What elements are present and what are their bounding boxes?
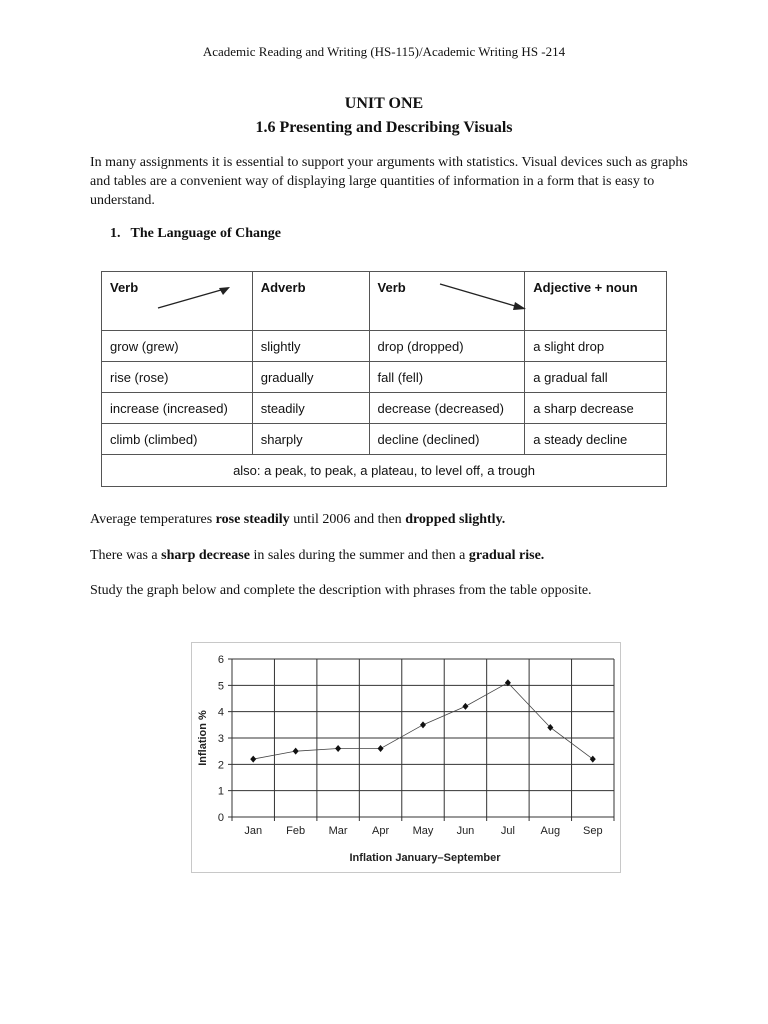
table-cell: a steady decline [525, 424, 667, 455]
table-cell: a slight drop [525, 331, 667, 362]
table-row [102, 331, 667, 362]
x-tick-label: Aug [540, 825, 561, 837]
instruction-sentence: Study the graph below and complete the description with phrases from the table opposite. [90, 583, 592, 598]
table-cell: steadily [252, 393, 369, 424]
data-point [293, 748, 299, 755]
table-cell: increase (increased) [102, 393, 253, 424]
table-cell: decline (declined) [369, 424, 525, 455]
data-point [378, 745, 384, 752]
page-header: Academic Reading and Writing (HS-115)/Academic Writing HS -214 [202, 44, 566, 59]
x-tick-label: Apr [371, 825, 390, 837]
y-axis-title: Inflation % [197, 710, 209, 766]
section-title: 1.6 Presenting and Describing Visuals [255, 119, 513, 136]
intro-paragraph: In many assignments it is essential to support your arguments with statistics. Visual devices such as graphs and tables are a convenient way of displaying large quantities of information in a form that is easy to understand. [90, 155, 688, 208]
y-tick-label: 3 [217, 733, 224, 745]
arrow-down-icon [438, 280, 530, 312]
data-point [420, 721, 426, 728]
data-point [250, 756, 256, 763]
x-tick-label: May [412, 825, 434, 837]
x-tick-label: Mar [328, 825, 348, 837]
example-sentence-1 [90, 512, 505, 528]
header-adjective-noun [525, 272, 667, 331]
table-cell: fall (fell) [369, 362, 525, 393]
header-verb-up [102, 272, 253, 331]
inflation-chart [191, 642, 621, 873]
x-tick-label: Sep [582, 825, 603, 837]
table-cell: a sharp decrease [525, 393, 667, 424]
sentence-text: in sales during the summer and then a [249, 548, 469, 563]
x-tick-label: Feb [286, 825, 306, 837]
data-point [590, 756, 596, 763]
sentence-bold: sharp decrease [161, 548, 250, 563]
header-cell-label: Adverb [260, 280, 306, 295]
x-tick-label: Jun [456, 825, 475, 837]
sentence-text: There was a [90, 548, 162, 563]
table-cell: gradually [252, 362, 369, 393]
inflation-chart-svg [192, 643, 620, 872]
header-cell-label: Verb [110, 280, 139, 295]
table-also-row [102, 455, 667, 487]
header-verb-down [369, 272, 525, 331]
y-tick-label: 6 [217, 654, 224, 666]
language-of-change-table [101, 271, 667, 487]
table-row [102, 424, 667, 455]
table-row [102, 393, 667, 424]
y-tick-label: 2 [217, 759, 224, 772]
also-cell: also: a peak, to peak, a plateau, to level off, a trough [102, 455, 667, 487]
header-adverb [252, 272, 369, 331]
table-cell: slightly [252, 331, 369, 362]
table-cell: decrease (decreased) [369, 393, 525, 424]
sentence-bold: rose steadily [215, 512, 290, 527]
subheading [110, 226, 281, 242]
table-cell: sharply [252, 424, 369, 455]
y-tick-label: 5 [217, 680, 224, 693]
sentence-bold: gradual rise. [468, 548, 545, 563]
table-cell: climb (climbed) [102, 424, 253, 455]
series-line [253, 683, 593, 759]
table-header-row [102, 272, 667, 331]
sentence-text: until 2006 and then [289, 512, 406, 527]
data-point [462, 703, 468, 710]
table-cell: rise (rose) [102, 362, 253, 393]
x-axis-title: Inflation January–September [349, 852, 501, 864]
y-tick-label: 4 [217, 706, 224, 719]
x-tick-label: Jul [500, 825, 515, 837]
x-tick-label: Jan [244, 825, 263, 837]
unit-title: UNIT ONE [344, 95, 424, 112]
arrow-up-icon [156, 284, 236, 310]
table-cell: drop (dropped) [369, 331, 525, 362]
header-cell-label: Verb [377, 280, 406, 295]
table-cell: a gradual fall [525, 362, 667, 393]
y-tick-label: 0 [217, 812, 224, 824]
subheading-number: 1. [110, 226, 121, 241]
example-sentence-2 [90, 548, 544, 564]
header-cell-label: Adjective + noun [533, 280, 638, 295]
table-cell: grow (grew) [102, 331, 253, 362]
subheading-text: The Language of Change [130, 226, 282, 241]
data-point [335, 745, 341, 752]
table-row [102, 362, 667, 393]
sentence-bold: dropped slightly. [405, 512, 506, 527]
y-tick-label: 1 [217, 785, 224, 798]
sentence-text: Average temperatures [90, 512, 216, 527]
